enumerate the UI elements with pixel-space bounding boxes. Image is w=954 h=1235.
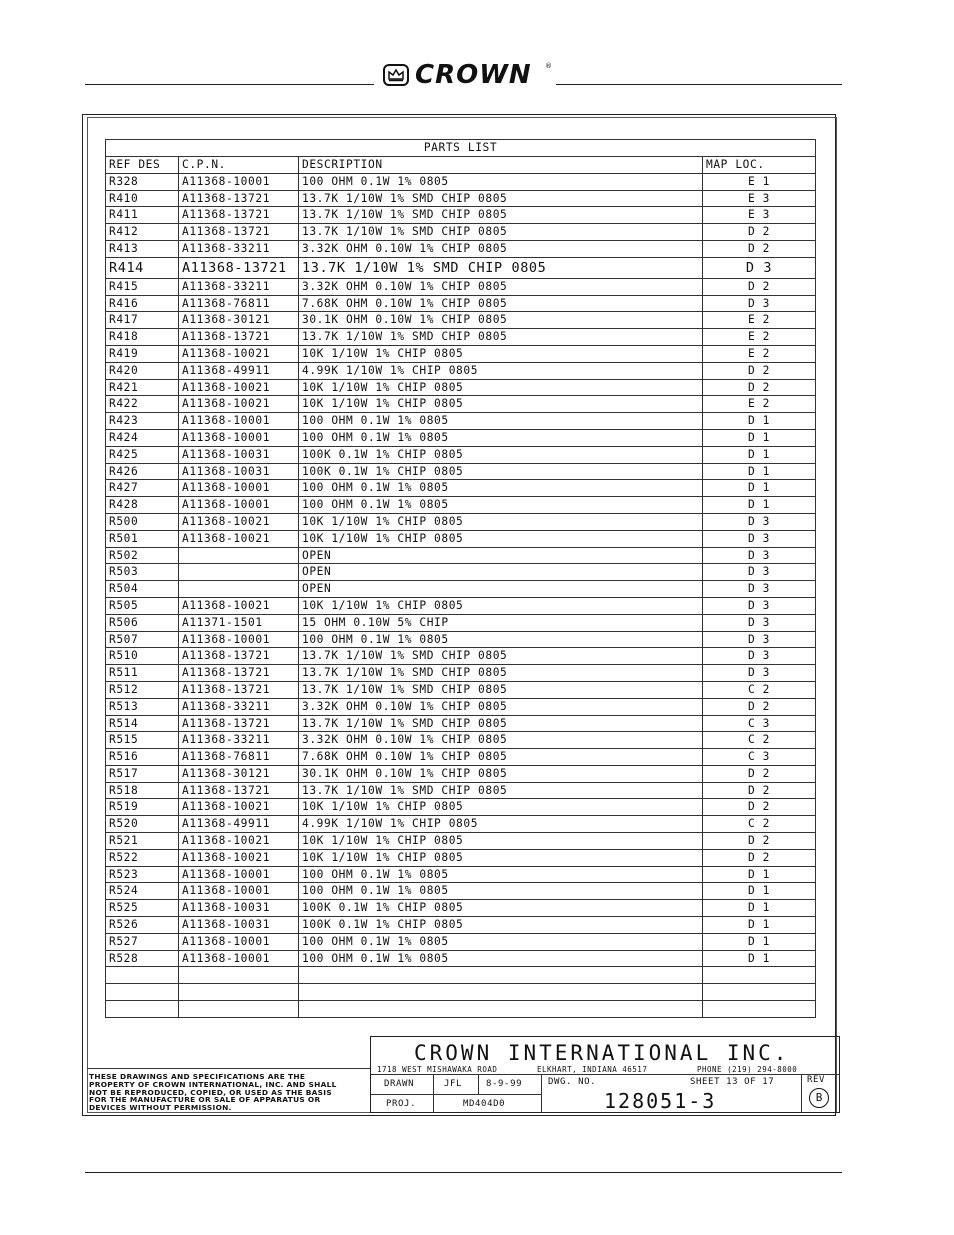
map-loc-cell: D 1 xyxy=(703,463,816,480)
description-cell: 13.7K 1/10W 1% SMD CHIP 0805 xyxy=(299,648,703,665)
project-code: MD404D0 xyxy=(463,1099,506,1109)
ref-des-cell: R511 xyxy=(106,665,179,682)
cpn-cell: A11368-10031 xyxy=(179,917,299,934)
header-rule-left xyxy=(85,84,374,85)
cpn-cell xyxy=(179,967,299,984)
ref-des-cell: R510 xyxy=(106,648,179,665)
ref-des-cell: R423 xyxy=(106,413,179,430)
table-row xyxy=(106,278,816,295)
description-cell: 100 OHM 0.1W 1% 0805 xyxy=(299,883,703,900)
table-row xyxy=(106,530,816,547)
ref-des-cell: R503 xyxy=(106,564,179,581)
table-row xyxy=(106,816,816,833)
table-row xyxy=(106,429,816,446)
description-cell: OPEN xyxy=(299,581,703,598)
map-loc-cell: C 3 xyxy=(703,749,816,766)
table-row xyxy=(106,732,816,749)
table-row xyxy=(106,681,816,698)
cpn-cell: A11368-10001 xyxy=(179,933,299,950)
cpn-cell: A11368-10001 xyxy=(179,950,299,967)
ref-des-cell: R506 xyxy=(106,614,179,631)
cpn-cell: A11368-76811 xyxy=(179,749,299,766)
description-cell: 13.7K 1/10W 1% SMD CHIP 0805 xyxy=(299,190,703,207)
ref-des-cell: R515 xyxy=(106,732,179,749)
description-cell: 13.7K 1/10W 1% SMD CHIP 0805 xyxy=(299,665,703,682)
cpn-cell: A11368-33211 xyxy=(179,698,299,715)
ref-des-cell: R426 xyxy=(106,463,179,480)
map-loc-cell: D 1 xyxy=(703,950,816,967)
map-loc-cell xyxy=(703,967,816,984)
table-row xyxy=(106,240,816,257)
map-loc-cell: D 2 xyxy=(703,765,816,782)
table-row xyxy=(106,446,816,463)
table-row xyxy=(106,765,816,782)
cpn-cell: A11368-13721 xyxy=(179,329,299,346)
cpn-cell: A11368-10001 xyxy=(179,497,299,514)
ref-des-cell: R519 xyxy=(106,799,179,816)
ref-des-cell: R328 xyxy=(106,173,179,190)
description-cell: 100 OHM 0.1W 1% 0805 xyxy=(299,866,703,883)
ref-des-cell: R421 xyxy=(106,379,179,396)
cpn-cell xyxy=(179,1001,299,1018)
cpn-cell: A11371-1501 xyxy=(179,614,299,631)
ref-des-cell: R522 xyxy=(106,849,179,866)
description-cell: OPEN xyxy=(299,547,703,564)
cpn-cell xyxy=(179,547,299,564)
cpn-cell: A11368-49911 xyxy=(179,362,299,379)
table-row xyxy=(106,749,816,766)
column-header-description: DESCRIPTION xyxy=(299,157,703,174)
cpn-cell: A11368-10021 xyxy=(179,799,299,816)
cpn-cell: A11368-13721 xyxy=(179,782,299,799)
cpn-cell: A11368-10001 xyxy=(179,866,299,883)
map-loc-cell: E 2 xyxy=(703,396,816,413)
map-loc-cell: D 2 xyxy=(703,278,816,295)
ref-des-cell: R413 xyxy=(106,240,179,257)
table-row xyxy=(106,833,816,850)
map-loc-cell: D 2 xyxy=(703,849,816,866)
cpn-cell: A11368-13721 xyxy=(179,648,299,665)
sheet-number: SHEET 13 OF 17 xyxy=(690,1077,775,1087)
map-loc-cell: E 3 xyxy=(703,207,816,224)
map-loc-cell: D 3 xyxy=(703,648,816,665)
description-cell: 10K 1/10W 1% CHIP 0805 xyxy=(299,597,703,614)
ref-des-cell: R505 xyxy=(106,597,179,614)
table-row xyxy=(106,648,816,665)
description-cell: 100K 0.1W 1% CHIP 0805 xyxy=(299,446,703,463)
cpn-cell: A11368-10001 xyxy=(179,429,299,446)
table-row xyxy=(106,463,816,480)
parts-list-body xyxy=(106,173,816,1017)
cpn-cell: A11368-30121 xyxy=(179,765,299,782)
cpn-cell: A11368-13721 xyxy=(179,681,299,698)
rev-label: REV xyxy=(807,1075,826,1085)
description-cell: 10K 1/10W 1% CHIP 0805 xyxy=(299,345,703,362)
table-row xyxy=(106,917,816,934)
drawing-number: 128051-3 xyxy=(604,1089,717,1113)
ref-des-cell xyxy=(106,984,179,1001)
map-loc-cell: D 3 xyxy=(703,665,816,682)
map-loc-cell xyxy=(703,984,816,1001)
description-cell: 13.7K 1/10W 1% SMD CHIP 0805 xyxy=(299,715,703,732)
drawn-by: JFL xyxy=(444,1079,463,1089)
parts-list-title: PARTS LIST xyxy=(106,140,816,157)
description-cell: 10K 1/10W 1% CHIP 0805 xyxy=(299,379,703,396)
cpn-cell: A11368-10001 xyxy=(179,883,299,900)
ref-des-cell: R412 xyxy=(106,224,179,241)
cpn-cell: A11368-33211 xyxy=(179,732,299,749)
table-row xyxy=(106,950,816,967)
table-row xyxy=(106,883,816,900)
table-row xyxy=(106,715,816,732)
table-row xyxy=(106,631,816,648)
ref-des-cell: R416 xyxy=(106,295,179,312)
map-loc-cell: D 2 xyxy=(703,240,816,257)
description-cell: 100 OHM 0.1W 1% 0805 xyxy=(299,413,703,430)
cpn-cell: A11368-10001 xyxy=(179,413,299,430)
ref-des-cell: R507 xyxy=(106,631,179,648)
map-loc-cell: C 2 xyxy=(703,681,816,698)
table-row xyxy=(106,173,816,190)
map-loc-cell: D 2 xyxy=(703,782,816,799)
map-loc-cell: D 3 xyxy=(703,581,816,598)
description-cell xyxy=(299,967,703,984)
crown-logo xyxy=(383,62,553,90)
footer-rule xyxy=(85,1172,842,1173)
column-header-map-loc: MAP LOC. xyxy=(703,157,816,174)
cpn-cell: A11368-13721 xyxy=(179,207,299,224)
table-row xyxy=(106,866,816,883)
cpn-cell: A11368-10001 xyxy=(179,480,299,497)
table-row xyxy=(106,362,816,379)
map-loc-cell: D 3 xyxy=(703,295,816,312)
company-address: 1718 WEST MISHAWAKA ROAD xyxy=(377,1065,498,1074)
description-cell: 100 OHM 0.1W 1% 0805 xyxy=(299,497,703,514)
table-row xyxy=(106,581,816,598)
ref-des-cell: R525 xyxy=(106,900,179,917)
map-loc-cell: D 1 xyxy=(703,866,816,883)
ref-des-cell: R524 xyxy=(106,883,179,900)
table-row xyxy=(106,984,816,1001)
title-block xyxy=(370,1036,840,1113)
description-cell: 13.7K 1/10W 1% SMD CHIP 0805 xyxy=(299,207,703,224)
cpn-cell: A11368-10001 xyxy=(179,631,299,648)
description-cell: 13.7K 1/10W 1% SMD CHIP 0805 xyxy=(299,681,703,698)
map-loc-cell: D 1 xyxy=(703,917,816,934)
cpn-cell xyxy=(179,984,299,1001)
ref-des-cell: R427 xyxy=(106,480,179,497)
description-cell: OPEN xyxy=(299,564,703,581)
ref-des-cell: R411 xyxy=(106,207,179,224)
description-cell: 100 OHM 0.1W 1% 0805 xyxy=(299,950,703,967)
table-row xyxy=(106,1001,816,1018)
map-loc-cell: D 3 xyxy=(703,564,816,581)
table-row xyxy=(106,329,816,346)
cpn-cell: A11368-10021 xyxy=(179,396,299,413)
table-row xyxy=(106,224,816,241)
table-row xyxy=(106,312,816,329)
map-loc-cell: D 2 xyxy=(703,833,816,850)
company-city: ELKHART, INDIANA 46517 xyxy=(537,1065,648,1074)
description-cell: 13.7K 1/10W 1% SMD CHIP 0805 xyxy=(299,224,703,241)
table-row xyxy=(106,900,816,917)
map-loc-cell: D 3 xyxy=(703,530,816,547)
map-loc-cell: D 1 xyxy=(703,883,816,900)
map-loc-cell xyxy=(703,1001,816,1018)
description-cell: 15 OHM 0.10W 5% CHIP xyxy=(299,614,703,631)
cpn-cell: A11368-49911 xyxy=(179,816,299,833)
revision-badge: B xyxy=(809,1088,829,1108)
table-row xyxy=(106,413,816,430)
ref-des-cell: R415 xyxy=(106,278,179,295)
description-cell: 100K 0.1W 1% CHIP 0805 xyxy=(299,900,703,917)
ref-des-cell: R516 xyxy=(106,749,179,766)
description-cell: 10K 1/10W 1% CHIP 0805 xyxy=(299,513,703,530)
map-loc-cell: D 3 xyxy=(703,257,816,278)
cpn-cell: A11368-10021 xyxy=(179,597,299,614)
map-loc-cell: D 2 xyxy=(703,698,816,715)
ref-des-cell: R517 xyxy=(106,765,179,782)
map-loc-cell: D 1 xyxy=(703,446,816,463)
cpn-cell xyxy=(179,581,299,598)
description-cell: 13.7K 1/10W 1% SMD CHIP 0805 xyxy=(299,257,703,278)
table-row xyxy=(106,665,816,682)
ref-des-cell: R500 xyxy=(106,513,179,530)
ref-des-cell: R521 xyxy=(106,833,179,850)
description-cell: 100K 0.1W 1% CHIP 0805 xyxy=(299,463,703,480)
ref-des-cell: R425 xyxy=(106,446,179,463)
table-row xyxy=(106,513,816,530)
map-loc-cell: D 1 xyxy=(703,900,816,917)
ref-des-cell: R513 xyxy=(106,698,179,715)
ref-des-cell: R512 xyxy=(106,681,179,698)
ref-des-cell: R520 xyxy=(106,816,179,833)
ref-des-cell: R422 xyxy=(106,396,179,413)
drawn-label: DRAWN xyxy=(384,1079,415,1089)
map-loc-cell: D 2 xyxy=(703,224,816,241)
ref-des-cell: R518 xyxy=(106,782,179,799)
cpn-cell: A11368-10021 xyxy=(179,345,299,362)
proprietary-notice: THESE DRAWINGS AND SPECIFICATIONS ARE THE PROPERTY OF CROWN INTERNATIONAL, INC. AND SHALL NOT BE REPRODUCED, COPIED, OR USED AS THE BASIS FOR THE MANUFACTURE OR SALE OF APPARATUS OR DEVICES WITHOUT PERMISSION. xyxy=(89,1072,337,1113)
parts-list-table xyxy=(105,139,816,1018)
table-row xyxy=(106,257,816,278)
column-header-cpn: C.P.N. xyxy=(179,157,299,174)
description-cell xyxy=(299,984,703,1001)
map-loc-cell: C 2 xyxy=(703,732,816,749)
description-cell: 30.1K OHM 0.10W 1% CHIP 0805 xyxy=(299,765,703,782)
description-cell: 100 OHM 0.1W 1% 0805 xyxy=(299,480,703,497)
cpn-cell: A11368-13721 xyxy=(179,257,299,278)
cpn-cell: A11368-13721 xyxy=(179,715,299,732)
description-cell xyxy=(299,1001,703,1018)
ref-des-cell xyxy=(106,967,179,984)
ref-des-cell: R523 xyxy=(106,866,179,883)
map-loc-cell: D 2 xyxy=(703,799,816,816)
map-loc-cell: E 2 xyxy=(703,312,816,329)
map-loc-cell: E 1 xyxy=(703,173,816,190)
cpn-cell: A11368-76811 xyxy=(179,295,299,312)
map-loc-cell: D 2 xyxy=(703,379,816,396)
table-row xyxy=(106,614,816,631)
cpn-cell: A11368-13721 xyxy=(179,224,299,241)
crown-badge-icon xyxy=(383,64,409,86)
description-cell: 3.32K OHM 0.10W 1% CHIP 0805 xyxy=(299,698,703,715)
cpn-cell: A11368-10031 xyxy=(179,900,299,917)
description-cell: 7.68K OHM 0.10W 1% CHIP 0805 xyxy=(299,295,703,312)
cpn-cell: A11368-10021 xyxy=(179,530,299,547)
ref-des-cell: R420 xyxy=(106,362,179,379)
description-cell: 10K 1/10W 1% CHIP 0805 xyxy=(299,799,703,816)
table-row xyxy=(106,480,816,497)
registered-mark: ® xyxy=(545,62,552,70)
ref-des-cell: R424 xyxy=(106,429,179,446)
proj-label: PROJ. xyxy=(386,1099,417,1109)
description-cell: 10K 1/10W 1% CHIP 0805 xyxy=(299,396,703,413)
table-row xyxy=(106,564,816,581)
map-loc-cell: D 1 xyxy=(703,933,816,950)
description-cell: 10K 1/10W 1% CHIP 0805 xyxy=(299,849,703,866)
description-cell: 4.99K 1/10W 1% CHIP 0805 xyxy=(299,362,703,379)
notice-divider xyxy=(87,1068,371,1069)
cpn-cell: A11368-10031 xyxy=(179,446,299,463)
table-row xyxy=(106,190,816,207)
dwg-no-label: DWG. NO. xyxy=(548,1077,597,1087)
cpn-cell: A11368-13721 xyxy=(179,665,299,682)
description-cell: 10K 1/10W 1% CHIP 0805 xyxy=(299,833,703,850)
table-row xyxy=(106,497,816,514)
ref-des-cell: R418 xyxy=(106,329,179,346)
table-row xyxy=(106,207,816,224)
ref-des-cell xyxy=(106,1001,179,1018)
ref-des-cell: R419 xyxy=(106,345,179,362)
company-name: CROWN INTERNATIONAL INC. xyxy=(414,1041,790,1065)
map-loc-cell: D 1 xyxy=(703,497,816,514)
description-cell: 10K 1/10W 1% CHIP 0805 xyxy=(299,530,703,547)
cpn-cell: A11368-33211 xyxy=(179,240,299,257)
table-row xyxy=(106,295,816,312)
description-cell: 4.99K 1/10W 1% CHIP 0805 xyxy=(299,816,703,833)
ref-des-cell: R428 xyxy=(106,497,179,514)
table-row xyxy=(106,597,816,614)
ref-des-cell: R514 xyxy=(106,715,179,732)
cpn-cell: A11368-33211 xyxy=(179,278,299,295)
ref-des-cell: R504 xyxy=(106,581,179,598)
map-loc-cell: D 3 xyxy=(703,597,816,614)
table-row xyxy=(106,933,816,950)
map-loc-cell: E 2 xyxy=(703,345,816,362)
ref-des-cell: R526 xyxy=(106,917,179,934)
description-cell: 13.7K 1/10W 1% SMD CHIP 0805 xyxy=(299,782,703,799)
map-loc-cell: C 3 xyxy=(703,715,816,732)
map-loc-cell: D 1 xyxy=(703,480,816,497)
table-row xyxy=(106,345,816,362)
table-row xyxy=(106,782,816,799)
ref-des-cell: R502 xyxy=(106,547,179,564)
description-cell: 30.1K OHM 0.10W 1% CHIP 0805 xyxy=(299,312,703,329)
description-cell: 3.32K OHM 0.10W 1% CHIP 0805 xyxy=(299,240,703,257)
cpn-cell: A11368-10021 xyxy=(179,379,299,396)
table-row xyxy=(106,849,816,866)
cpn-cell: A11368-13721 xyxy=(179,190,299,207)
table-row xyxy=(106,967,816,984)
description-cell: 7.68K OHM 0.10W 1% CHIP 0805 xyxy=(299,749,703,766)
cpn-cell: A11368-10021 xyxy=(179,849,299,866)
description-cell: 100 OHM 0.1W 1% 0805 xyxy=(299,173,703,190)
map-loc-cell: E 3 xyxy=(703,190,816,207)
ref-des-cell: R501 xyxy=(106,530,179,547)
table-row xyxy=(106,396,816,413)
drawing-date: 8-9-99 xyxy=(486,1079,523,1089)
cpn-cell: A11368-10021 xyxy=(179,833,299,850)
ref-des-cell: R417 xyxy=(106,312,179,329)
ref-des-cell: R528 xyxy=(106,950,179,967)
table-row xyxy=(106,799,816,816)
description-cell: 100 OHM 0.1W 1% 0805 xyxy=(299,933,703,950)
description-cell: 100 OHM 0.1W 1% 0805 xyxy=(299,631,703,648)
description-cell: 100 OHM 0.1W 1% 0805 xyxy=(299,429,703,446)
company-phone: PHONE (219) 294-8000 xyxy=(697,1065,798,1074)
ref-des-cell: R527 xyxy=(106,933,179,950)
description-cell: 100K 0.1W 1% CHIP 0805 xyxy=(299,917,703,934)
ref-des-cell: R410 xyxy=(106,190,179,207)
map-loc-cell: D 3 xyxy=(703,614,816,631)
table-row xyxy=(106,698,816,715)
cpn-cell: A11368-10031 xyxy=(179,463,299,480)
table-row xyxy=(106,547,816,564)
map-loc-cell: D 3 xyxy=(703,547,816,564)
column-header-ref-des: REF DES xyxy=(106,157,179,174)
header-rule-right xyxy=(556,84,842,85)
map-loc-cell: E 2 xyxy=(703,329,816,346)
map-loc-cell: D 3 xyxy=(703,631,816,648)
description-cell: 3.32K OHM 0.10W 1% CHIP 0805 xyxy=(299,732,703,749)
cpn-cell: A11368-30121 xyxy=(179,312,299,329)
map-loc-cell: D 2 xyxy=(703,362,816,379)
cpn-cell: A11368-10001 xyxy=(179,173,299,190)
table-row xyxy=(106,379,816,396)
map-loc-cell: D 1 xyxy=(703,413,816,430)
brand-wordmark: CROWN xyxy=(415,60,532,90)
map-loc-cell: D 1 xyxy=(703,429,816,446)
ref-des-cell: R414 xyxy=(106,257,179,278)
description-cell: 3.32K OHM 0.10W 1% CHIP 0805 xyxy=(299,278,703,295)
cpn-cell xyxy=(179,564,299,581)
map-loc-cell: C 2 xyxy=(703,816,816,833)
map-loc-cell: D 3 xyxy=(703,513,816,530)
description-cell: 13.7K 1/10W 1% SMD CHIP 0805 xyxy=(299,329,703,346)
cpn-cell: A11368-10021 xyxy=(179,513,299,530)
